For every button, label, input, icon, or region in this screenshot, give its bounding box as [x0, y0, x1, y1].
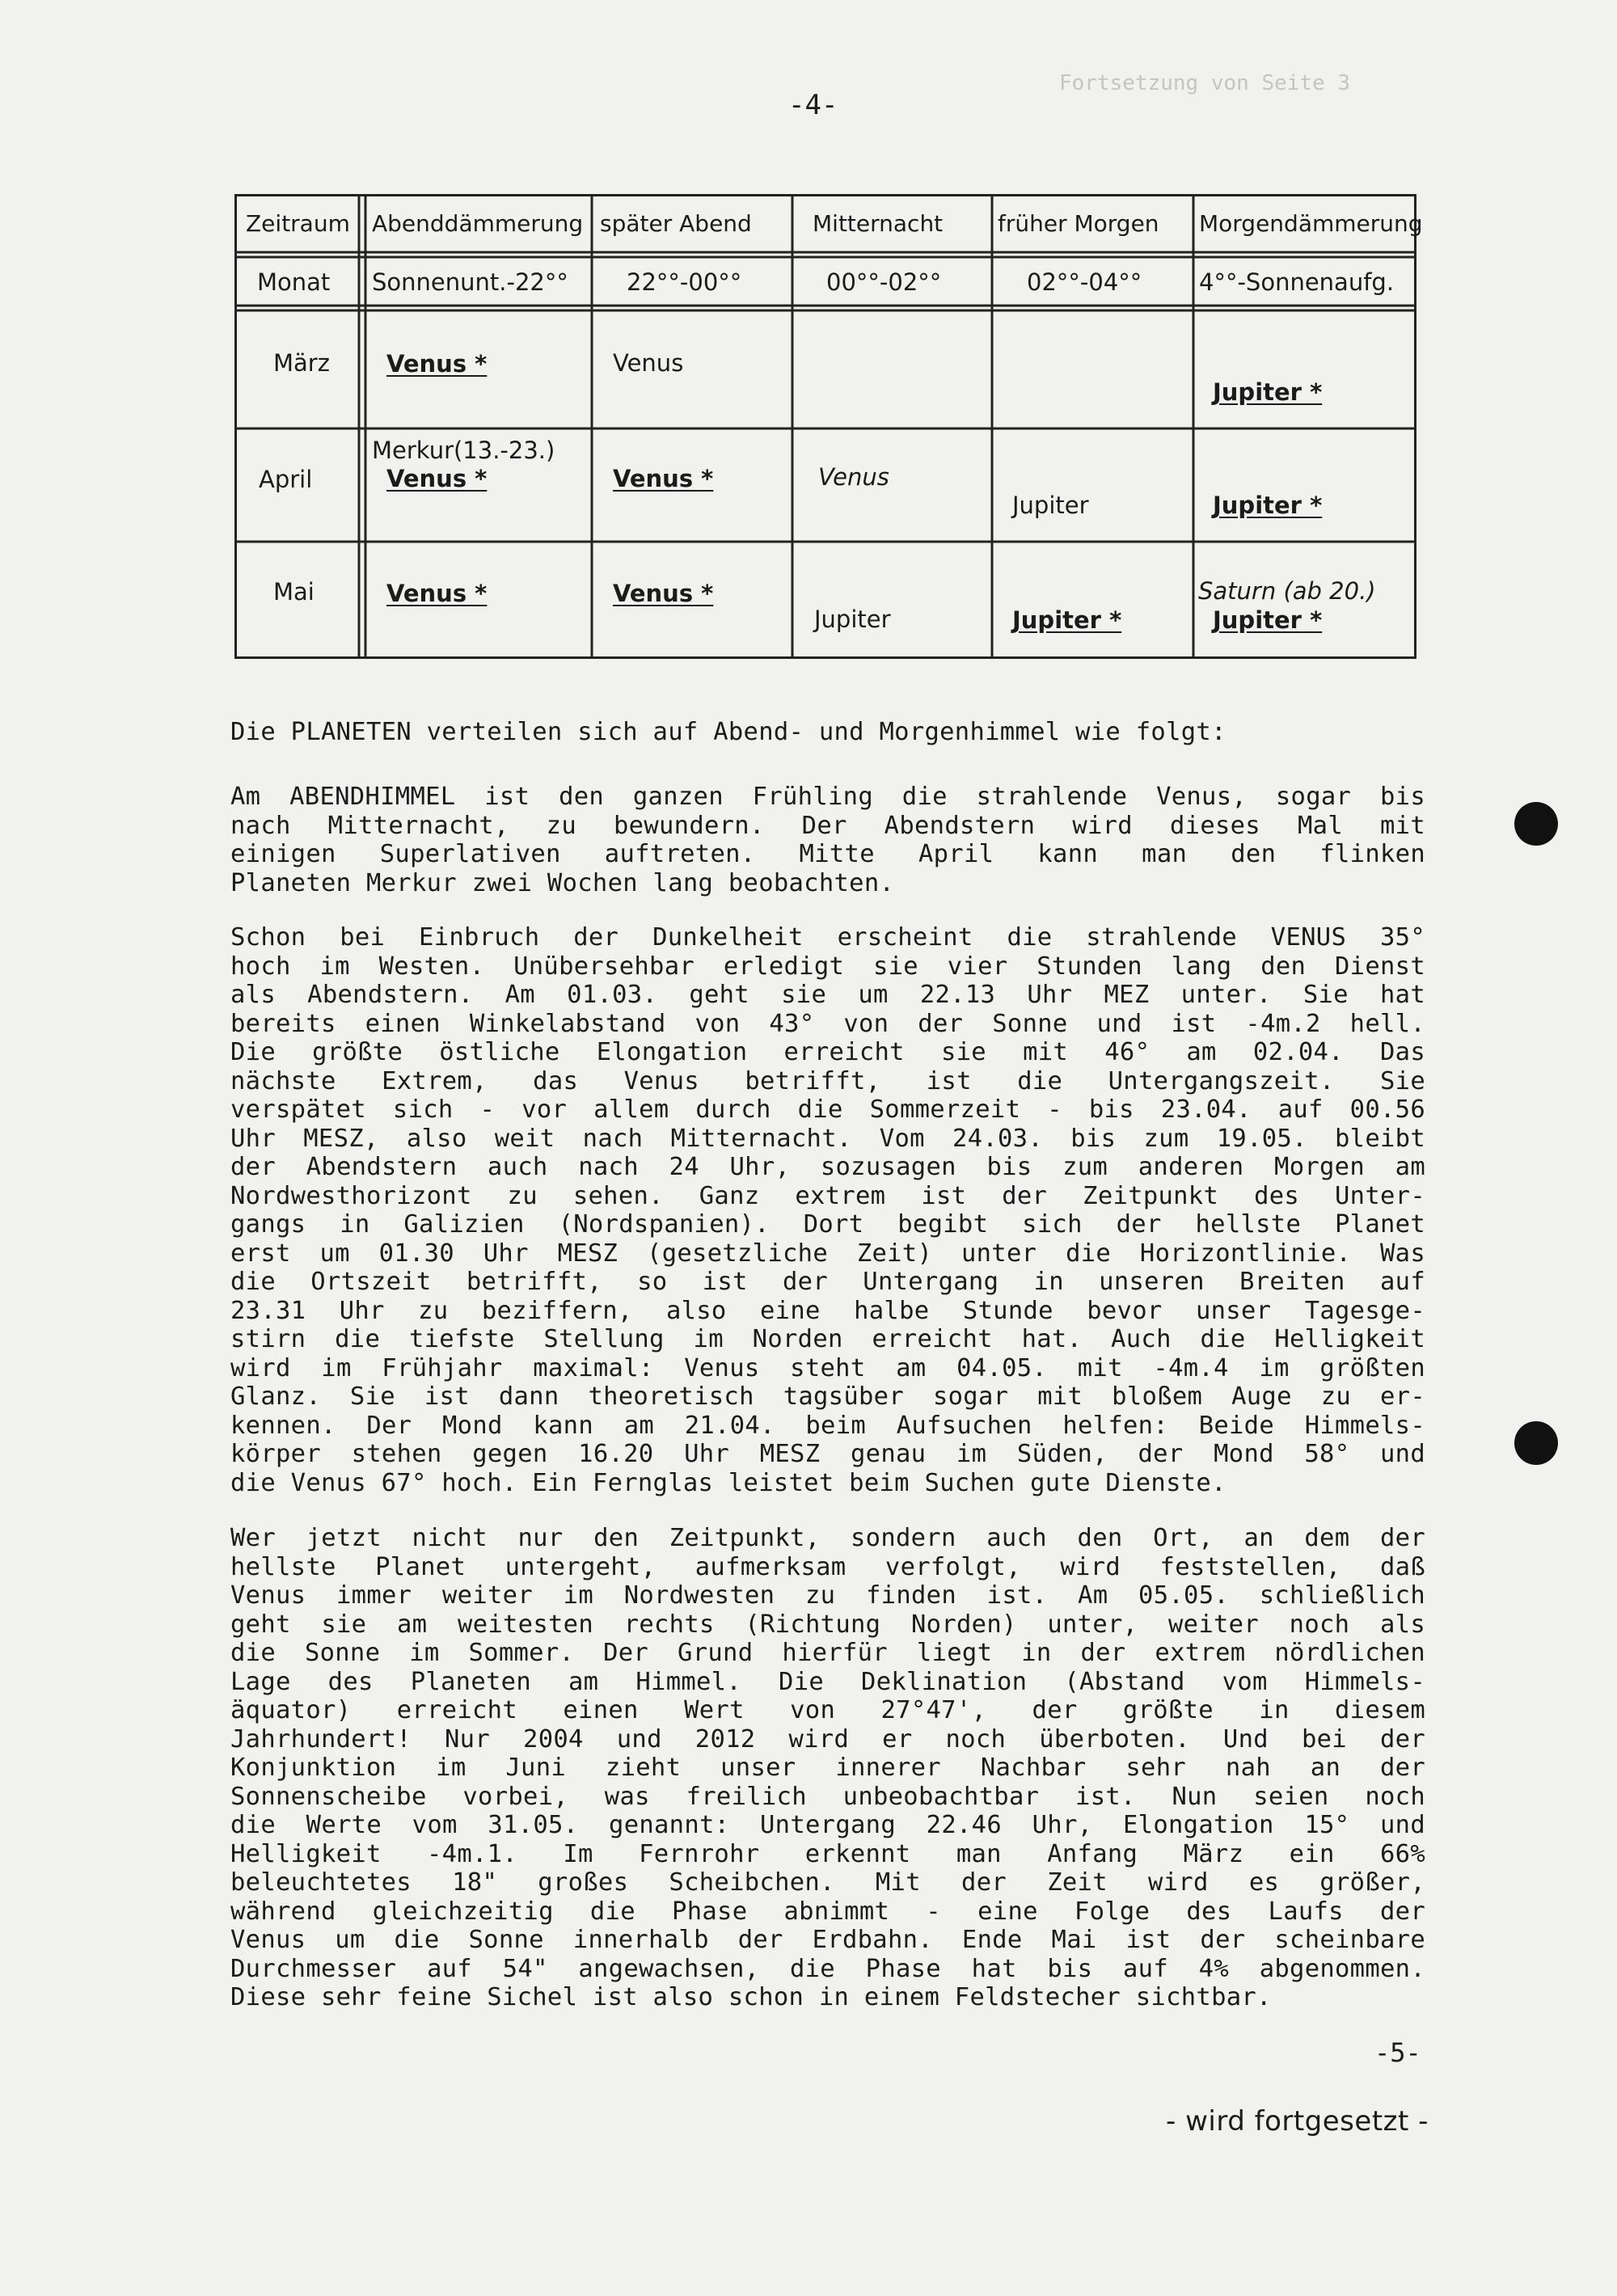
text-line: Venus immer weiter im Nordwesten zu finden ist. Am 05.05. schließlich [230, 1581, 1425, 1610]
page-number-top: -4- [788, 89, 838, 121]
text-line: Planeten Merkur zwei Wochen lang beobachten. [230, 868, 895, 897]
time-cell: 02°°-04°° [1027, 268, 1142, 296]
text-line: äquator) erreicht einen Wert von 27°47', der größte in diesem [230, 1696, 1425, 1724]
text-line: die Ortszeit betrifft, so ist der Untergang in unseren Breiten auf [230, 1268, 1425, 1296]
text-line: Durchmesser auf 54" angewachsen, die Phase hat bis auf 4% abgenommen. [230, 1954, 1425, 1983]
punch-hole [1514, 1421, 1558, 1465]
text-line: Die PLANETEN verteilen sich auf Abend- und Morgenhimmel wie folgt: [230, 718, 1226, 746]
text-line: nach Mitternacht, zu bewundern. Der Abendstern wird dieses Mal mit [230, 811, 1425, 840]
planet-entry: Venus * [386, 580, 488, 607]
text-line: körper stehen gegen 16.20 Uhr MESZ genau im Süden, der Mond 58° und [230, 1440, 1425, 1468]
text-line: Konjunktion im Juni zieht unser innerer Nachbar sehr nah an der [230, 1754, 1425, 1782]
planet-entry: Jupiter * [1012, 606, 1122, 634]
header-cell: Abenddämmerung [372, 210, 584, 237]
text-line: die Venus 67° hoch. Ein Fernglas leistet beim Suchen gute Dienste. [230, 1468, 1226, 1497]
text-line: die Werte vom 31.05. genannt: Untergang 22.46 Uhr, Elongation 15° und [230, 1811, 1425, 1839]
text-line: Uhr MESZ, also weit nach Mitternacht. Vom 24.03. bis zum 19.05. bleibt [230, 1124, 1425, 1153]
text-line: gangs in Galizien (Nordspanien). Dort begibt sich der hellste Planet [230, 1210, 1425, 1239]
planet-entry: Jupiter * [1213, 378, 1323, 406]
month-cell: Mai [273, 578, 315, 606]
text-line: nächste Extrem, das Venus betrifft, ist die Untergangszeit. Sie [230, 1066, 1425, 1095]
intro-line [230, 718, 1425, 747]
paragraph-abendhimmel [230, 783, 1425, 897]
time-cell: 4°°-Sonnenaufg. [1199, 268, 1395, 296]
header-cell: Zeitraum [246, 210, 350, 237]
month-cell: März [273, 349, 330, 377]
planet-entry: Merkur(13.-23.) [372, 437, 555, 464]
text-line: stirn die tiefste Stellung im Norden erreicht hat. Auch die Helligkeit [230, 1325, 1425, 1353]
planet-entry: Venus * [613, 580, 714, 607]
text-line: Wer jetzt nicht nur den Zeitpunkt, sondern auch den Ort, an dem der [230, 1524, 1425, 1552]
continued-note: - wird fortgesetzt - [1166, 2105, 1429, 2138]
planet-entry: Venus * [386, 465, 488, 492]
text-line: bereits einen Winkelabstand von 43° von der Sonne und ist -4m.2 hell. [230, 1009, 1425, 1038]
time-cell: Monat [257, 268, 331, 296]
text-line: Sonnenscheibe vorbei, was freilich unbeobachtbar ist. Nun seien noch [230, 1782, 1425, 1811]
page-number-bottom: -5- [1374, 2037, 1421, 2068]
text-line: der Abendstern auch nach 24 Uhr, sozusagen bis zum anderen Morgen am [230, 1153, 1425, 1181]
text-line: Schon bei Einbruch der Dunkelheit erscheint die strahlende VENUS 35° [230, 923, 1425, 952]
paragraph-venus-position [230, 1524, 1425, 2012]
text-line: Am ABENDHIMMEL ist den ganzen Frühling die strahlende Venus, sogar bis [230, 783, 1425, 811]
text-line: Venus um die Sonne innerhalb der Erdbahn. Ende Mai ist der scheinbare [230, 1926, 1425, 1954]
text-line: kennen. Der Mond kann am 21.04. beim Aufsuchen helfen: Beide Himmels- [230, 1411, 1425, 1440]
planet-entry: Venus [613, 349, 684, 377]
text-line: hellste Planet untergeht, aufmerksam verfolgt, wird feststellen, daß [230, 1552, 1425, 1581]
text-line: Jahrhundert! Nur 2004 und 2012 wird er noch überboten. Und bei der [230, 1724, 1425, 1754]
header-cell: früher Morgen [998, 210, 1159, 237]
punch-hole [1514, 802, 1558, 846]
text-line: Helligkeit -4m.1. Im Fernrohr erkennt man Anfang März ein 66% [230, 1839, 1425, 1868]
text-line: beleuchtetes 18" großes Scheibchen. Mit der Zeit wird es größer, [230, 1868, 1425, 1897]
planet-visibility-table [234, 194, 1423, 659]
planet-entry: Venus * [613, 465, 714, 492]
text-line: Diese sehr feine Sichel ist also schon in einem Feldstecher sichtbar. [230, 1983, 1272, 2011]
planet-entry: Jupiter * [1213, 492, 1323, 519]
time-cell: Sonnenunt.-22°° [372, 268, 568, 296]
text-line: als Abendstern. Am 01.03. geht sie um 22.13 Uhr MEZ unter. Sie hat [230, 981, 1425, 1009]
text-line: Nordwesthorizont zu sehen. Ganz extrem ist der Zeitpunkt des Unter- [230, 1181, 1425, 1210]
text-line: Lage des Planeten am Himmel. Die Deklination (Abstand vom Himmels- [230, 1667, 1425, 1696]
text-line: Die größte östliche Elongation erreicht sie mit 46° am 02.04. Das [230, 1038, 1425, 1066]
planet-entry: Venus [818, 463, 889, 491]
bleed-through-text: Fortsetzung von Seite 3 [1059, 71, 1351, 95]
text-line: einigen Superlativen auftreten. Mitte April kann man den flinken [230, 840, 1425, 868]
time-cell: 22°°-00°° [627, 268, 742, 296]
time-cell: 00°°-02°° [826, 268, 942, 296]
text-line: 23.31 Uhr zu beziffern, also eine halbe Stunde bevor unser Tagesge- [230, 1296, 1425, 1325]
planet-entry: Saturn (ab 20.) [1198, 577, 1376, 605]
text-line: Glanz. Sie ist dann theoretisch tagsüber sogar mit bloßem Auge zu er- [230, 1382, 1425, 1411]
header-cell: später Abend [600, 210, 752, 237]
month-cell: April [259, 466, 313, 493]
header-cell: Morgendämmerung [1199, 210, 1423, 237]
text-line: während gleichzeitig die Phase abnimmt - eine Folge des Laufs der [230, 1897, 1425, 1926]
text-line: wird im Frühjahr maximal: Venus steht am 04.05. mit -4m.4 im größten [230, 1353, 1425, 1382]
text-line: die Sonne im Sommer. Der Grund hierfür liegt in der extrem nördlichen [230, 1639, 1425, 1667]
header-cell: Mitternacht [813, 210, 944, 237]
text-line: verspätet sich - vor allem durch die Sommerzeit - bis 23.04. auf 00.56 [230, 1095, 1425, 1124]
planet-entry: Jupiter [1012, 492, 1089, 519]
paragraph-venus [230, 923, 1425, 1497]
planet-entry: Jupiter * [1213, 606, 1323, 634]
text-line: erst um 01.30 Uhr MESZ (gesetzliche Zeit) unter die Horizontlinie. Was [230, 1239, 1425, 1268]
planet-entry: Venus * [386, 350, 488, 378]
text-line: geht sie am weitesten rechts (Richtung Norden) unter, weiter noch als [230, 1610, 1425, 1639]
text-line: hoch im Westen. Unübersehbar erledigt sie vier Stunden lang den Dienst [230, 952, 1425, 981]
planet-entry: Jupiter [814, 606, 891, 633]
